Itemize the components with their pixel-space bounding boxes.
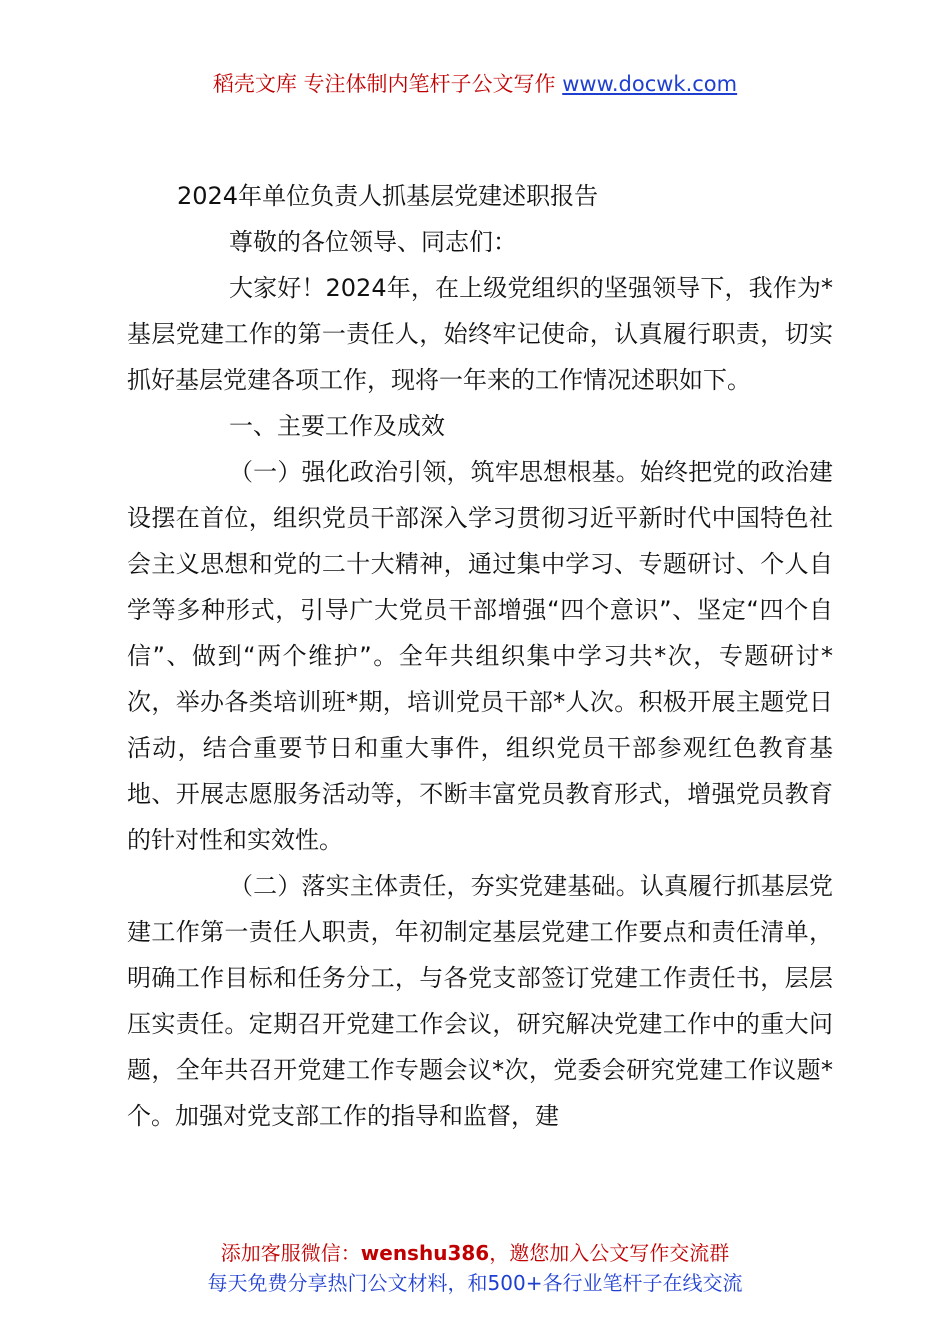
paragraph-section-2: （二）落实主体责任，夯实党建基础。认真履行抓基层党建工作第一责任人职责，年初制定基层党建工作要点和责任清单，明确工作目标和任务分工，与各党支部签订党建工作责任书，层层压实责任。定期召开党建工作会议，研究解决党建工作中的重大问题，全年共召开党建工作专题会议*次，党委会研究党建工作议题*个。加强对党支部工作的指导和监督，建: [127, 872, 833, 1130]
paragraph-intro: 大家好！2024年，在上级党组织的坚强领导下，我作为*基层党建工作的第一责任人，始终牢记使命，认真履行职责，切实抓好基层党建各项工作，现将一年来的工作情况述职如下。: [127, 274, 833, 394]
footer-line-1: [0, 1238, 950, 1268]
header-website-link[interactable]: www.docwk.com: [562, 72, 738, 96]
footer-line-2: 每天免费分享热门公文材料，和500+各行业笔杆子在线交流: [207, 1271, 743, 1295]
paragraph-section-1: （一）强化政治引领，筑牢思想根基。始终把党的政治建设摆在首位，组织党员干部深入学习贯彻习近平新时代中国特色社会主义思想和党的二十大精神，通过集中学习、专题研讨、个人自学等多种形式，引导广大党员干部增强“四个意识”、坚定“四个自信”、做到“两个维护”。全年共组织集中学习共*次，专题研讨*次，举办各类培训班*期，培训党员干部*人次。积极开展主题党日活动，结合重要节日和重大事件，组织党员干部参观红色教育基地、开展志愿服务活动等，不断丰富党员教育形式，增强党员教育的针对性和实效性。: [127, 458, 833, 854]
section-heading: 一、主要工作及成效: [229, 412, 445, 440]
footer-wechat-suffix: ，邀您加入公文写作交流群: [489, 1241, 730, 1265]
document-body: [127, 173, 833, 1139]
document-greeting: 尊敬的各位领导、同志们：: [229, 228, 517, 256]
page-header: [0, 68, 950, 100]
page-footer: [0, 1238, 950, 1298]
footer-wechat-id: wenshu386: [360, 1241, 490, 1265]
document-title: 2024年单位负责人抓基层党建述职报告: [177, 182, 599, 210]
footer-wechat-prefix: 添加客服微信：: [220, 1241, 361, 1265]
header-brand: 稻壳文库 专注体制内笔杆子公文写作: [212, 72, 556, 96]
